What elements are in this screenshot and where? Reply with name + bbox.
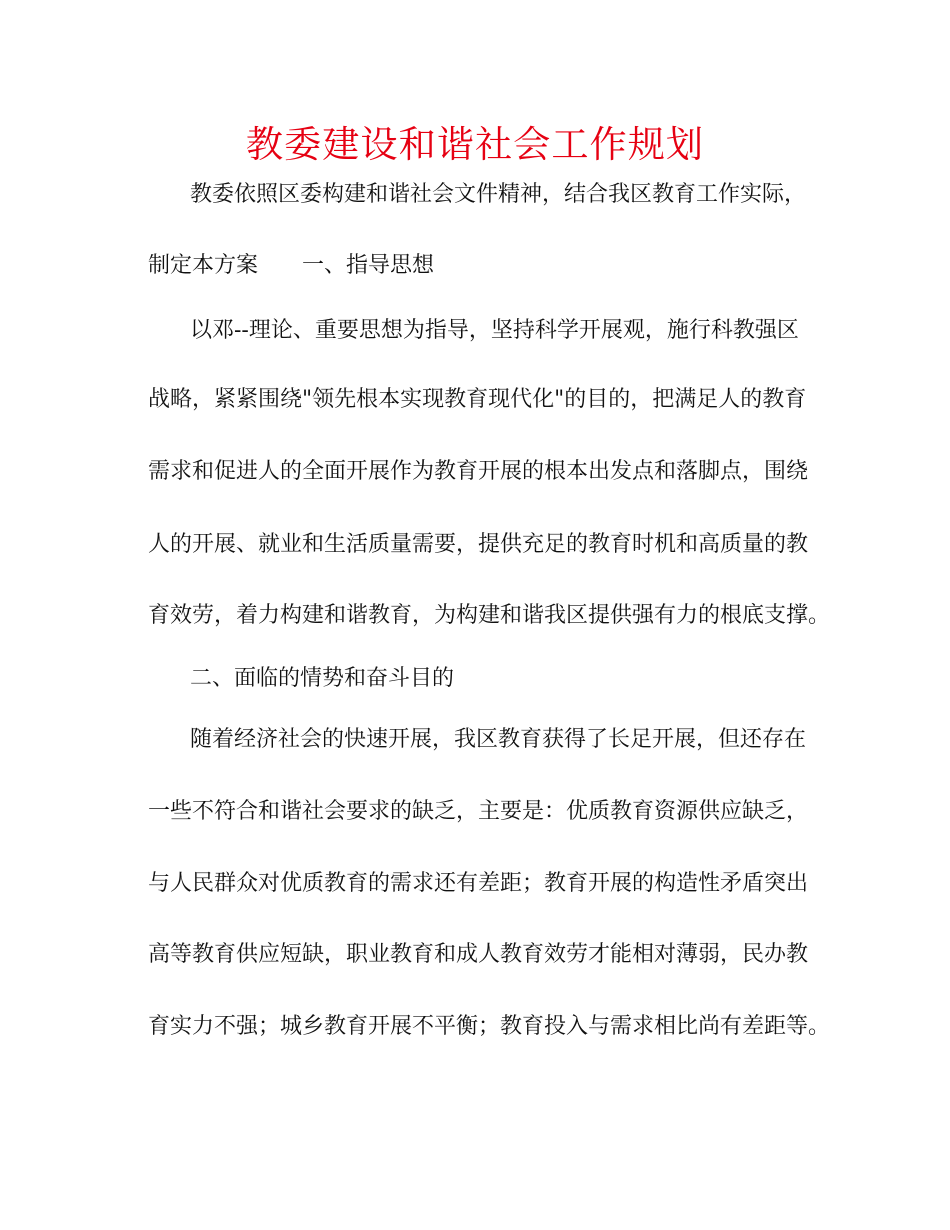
section1-line-3: 需求和促进人的全面开展作为教育开展的根本出发点和落脚点，围绕 — [148, 459, 809, 484]
section1-line-2: 战略，紧紧围绕"领先根本实现教育现代化"的目的，把满足人的教育 — [148, 387, 807, 412]
section2-line-4: 高等教育供应短缺，职业教育和成人教育效劳才能相对薄弱，民办教 — [148, 942, 809, 967]
intro-line-2 — [148, 251, 434, 281]
intro-line-2-text: 制定本方案 — [148, 253, 259, 278]
section1-line-4: 人的开展、就业和生活质量需要，提供充足的教育时机和高质量的教 — [148, 532, 809, 557]
intro-line-1: 教委依照区委构建和谐社会文件精神，结合我区教育工作实际， — [190, 182, 807, 207]
section2-heading: 二、面临的情势和奋斗目的 — [190, 666, 455, 691]
section2-line-3: 与人民群众对优质教育的需求还有差距；教育开展的构造性矛盾突出 — [148, 871, 809, 896]
section2-line-1: 随着经济社会的快速开展，我区教育获得了长足开展，但还存在 — [190, 727, 807, 752]
section1-heading: 一、指导思想 — [302, 253, 435, 278]
document-title: 教委建设和谐社会工作规划 — [245, 122, 705, 166]
section1-line-1: 以邓--理论、重要思想为指导，坚持科学开展观，施行科教强区 — [190, 318, 799, 343]
section1-line-5: 育效劳，着力构建和谐教育，为构建和谐我区提供强有力的根底支撑。 — [148, 603, 831, 628]
section2-line-5: 育实力不强；城乡教育开展不平衡；教育投入与需求相比尚有差距等。 — [148, 1014, 831, 1039]
section2-line-2: 一些不符合和谐社会要求的缺乏，主要是：优质教育资源供应缺乏， — [148, 799, 809, 824]
